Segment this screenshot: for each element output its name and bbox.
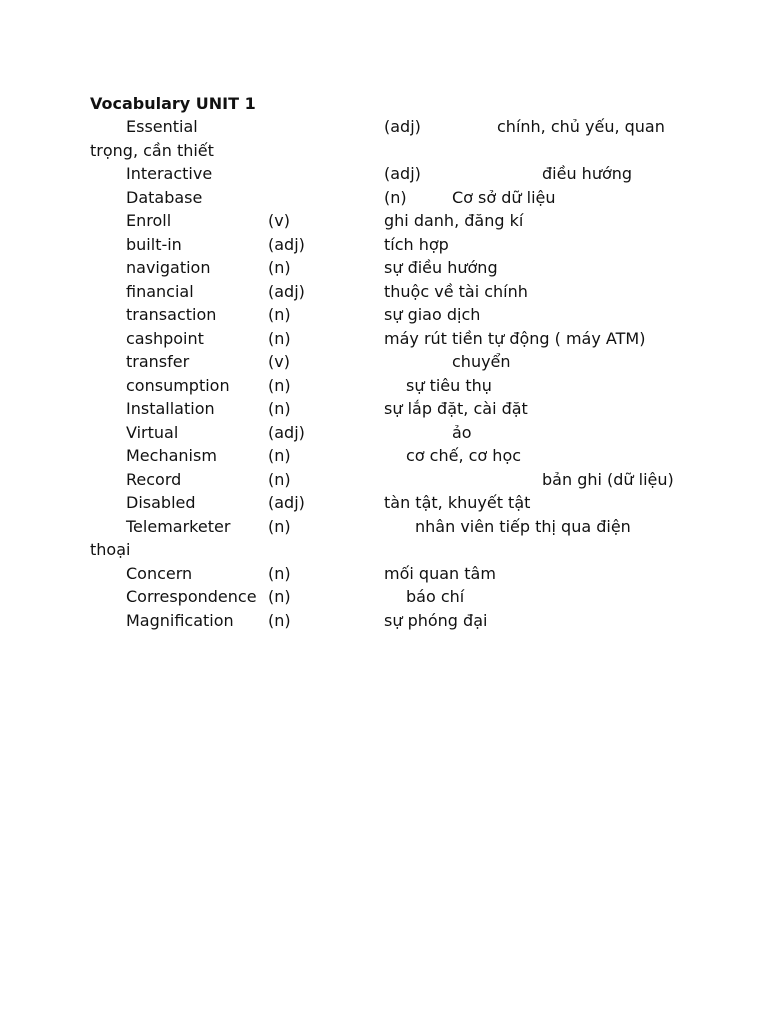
term: Installation <box>126 399 215 418</box>
list-item <box>0 303 768 327</box>
term: Enroll <box>126 211 172 230</box>
term: Virtual <box>126 422 179 442</box>
term: Database <box>126 187 203 207</box>
term: built-in <box>126 234 182 254</box>
part-of-speech: (n) <box>268 399 291 418</box>
meaning: báo chí <box>406 587 465 606</box>
list-item <box>0 444 768 468</box>
term: Concern <box>126 563 193 583</box>
term: Essential <box>126 117 198 136</box>
term: Interactive <box>126 164 213 183</box>
list-item <box>0 374 768 398</box>
meaning: cơ chế, cơ học <box>406 446 522 465</box>
part-of-speech: (n) <box>268 563 291 583</box>
part-of-speech: (adj) <box>384 117 421 136</box>
list-item <box>0 491 768 515</box>
term: Disabled <box>126 493 196 512</box>
part-of-speech: (n) <box>268 328 291 348</box>
list-item <box>0 468 768 492</box>
list-item <box>0 115 768 139</box>
list-item <box>0 609 768 633</box>
term: transaction <box>126 305 217 324</box>
part-of-speech: (adj) <box>268 234 305 254</box>
part-of-speech: (adj) <box>268 281 305 301</box>
meaning-continuation: thoại <box>90 540 131 559</box>
term: financial <box>126 281 194 301</box>
part-of-speech: (n) <box>268 375 291 395</box>
part-of-speech: (n) <box>268 610 291 630</box>
list-item <box>0 562 768 586</box>
meaning: bản ghi (dữ liệu) <box>542 469 674 489</box>
list-item <box>0 515 768 539</box>
meaning: ảo <box>452 422 472 442</box>
list-item <box>0 585 768 609</box>
term: navigation <box>126 258 211 277</box>
list-item <box>0 397 768 421</box>
list-item <box>0 209 768 233</box>
term: cashpoint <box>126 328 204 348</box>
term: Mechanism <box>126 446 217 465</box>
page-title: Vocabulary UNIT 1 <box>90 94 256 113</box>
part-of-speech: (n) <box>268 446 291 465</box>
part-of-speech: (n) <box>384 187 407 207</box>
part-of-speech: (adj) <box>268 493 305 512</box>
meaning: máy rút tiền tự động ( máy ATM) <box>384 328 646 348</box>
meaning: Cơ sở dữ liệu <box>452 187 556 207</box>
meaning: mối quan tâm <box>384 563 496 583</box>
part-of-speech: (v) <box>268 211 290 230</box>
part-of-speech: (v) <box>268 352 290 371</box>
meaning: sự giao dịch <box>384 305 481 324</box>
part-of-speech: (n) <box>268 469 291 489</box>
meaning-continuation: trọng, cần thiết <box>90 140 214 160</box>
meaning: thuộc về tài chính <box>384 281 528 301</box>
list-item <box>0 233 768 257</box>
list-item <box>0 280 768 304</box>
meaning: tích hợp <box>384 234 449 254</box>
list-item <box>0 327 768 351</box>
part-of-speech: (n) <box>268 516 291 536</box>
meaning: tàn tật, khuyết tật <box>384 493 531 512</box>
list-item <box>0 186 768 210</box>
list-item <box>0 350 768 374</box>
term: Telemarketer <box>126 516 231 536</box>
meaning: sự tiêu thụ <box>406 375 492 395</box>
term: Record <box>126 469 182 489</box>
part-of-speech: (adj) <box>384 164 421 183</box>
term: Magnification <box>126 610 234 630</box>
part-of-speech: (n) <box>268 258 291 277</box>
list-item-continuation <box>0 538 768 562</box>
list-item-continuation <box>0 139 768 163</box>
part-of-speech: (n) <box>268 305 291 324</box>
meaning: nhân viên tiếp thị qua điện <box>415 516 631 536</box>
meaning: chính, chủ yếu, quan <box>497 117 665 136</box>
vocabulary-list <box>0 115 768 632</box>
meaning: chuyển <box>452 352 511 371</box>
meaning: sự điều hướng <box>384 258 498 277</box>
term: Correspondence <box>126 587 257 606</box>
meaning: sự lắp đặt, cài đặt <box>384 399 528 418</box>
part-of-speech: (adj) <box>268 422 305 442</box>
meaning: ghi danh, đăng kí <box>384 211 524 230</box>
list-item <box>0 162 768 186</box>
meaning: sự phóng đại <box>384 610 488 630</box>
meaning: điều hướng <box>542 164 633 183</box>
list-item <box>0 256 768 280</box>
part-of-speech: (n) <box>268 587 291 606</box>
list-item <box>0 421 768 445</box>
term: consumption <box>126 375 230 395</box>
term: transfer <box>126 352 190 371</box>
